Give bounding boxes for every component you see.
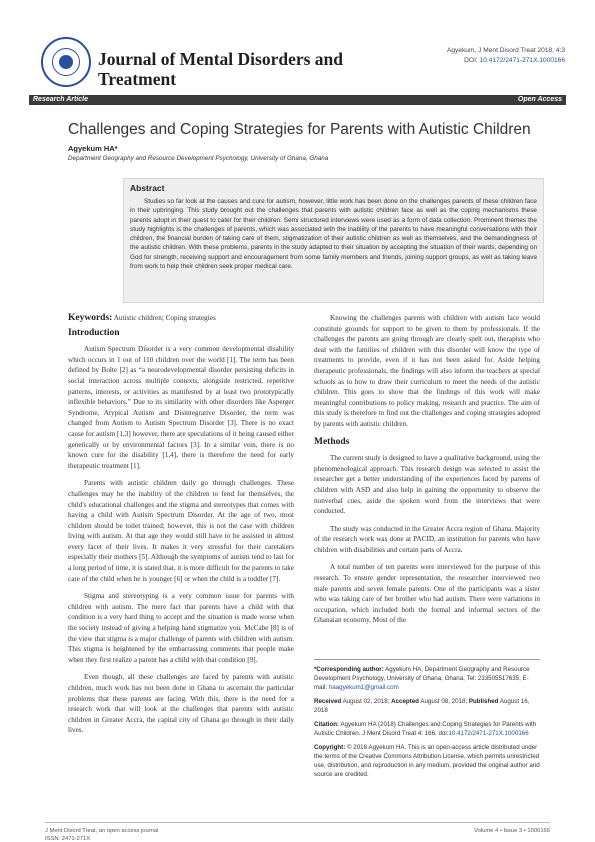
intro-paragraph-continued: Knowing the challenges parents with children with autism face would constitute grounds for support to be given to them by professionals. If the challenges the parents are going through are clearly spelt out, therapists who deal with the families of children with this disorder will know the type of treatments to provide, even if it has not been asked for. Aside helping therapeutic professionals, the findings will also inform the teachers at special schools as to how to draw their curriculum to meet the needs of the autistic children. This goes to show that the findings of this work will make meaningful contributions to policy making, research and practice. The aim of this study is therefore to find out the challenges and coping strategies adopted by parents with autistic children. (314, 314, 540, 428)
intro-paragraph: Parents with autistic children daily go through challenges. These challenges may be the inability of the children to fend for themselves, the child's educational challenges and the stigma and stereotypes that comes with having a child with Autism Spectrum Disorder. At the age of two, most children should be toilet trained; however, this is not the case with children living with autism. At that age they would still have to be assisted in almost every facet of their lives. It makes it very stressful for their caretakers especially their mothers [5]. Although the symptoms of autism tend to last for a long period of time, it is stated that, it is more difficult for the parents to take care of the child when he is younger [6] or when the child is a toddler [7]. (68, 479, 294, 583)
intro-paragraph: Autism Spectrum Disorder is a very common developmental disability which occurs in 1 out of 110 children over the world [1]. The term has been defined by Bolte [2] as “a neurodevelopmental disorder persisting deficits in social interaction across multiple contexts, alongside restricted, repetitive patterns, interests, or activities as manifested by at least two prototypically inflexible behaviors.” Due to its similarity with other disorders like Asperger Syndrome, Atypical Autism and Disintegrative Disorder, the term was changed from Autism to Autism Spectrum Disorder [3]. There is no exact cause for autism [1,3] however, there are speculations of it being caused either genetically or by environmental factors [3]. In a similar vein, there is no known cure for the disability [1,4], there is therefore the need for early therapeutic treatment [1]. (68, 345, 294, 470)
doi-line (447, 56, 565, 66)
author-names: Agyekum HA* (68, 144, 118, 153)
paper-title: Challenges and Coping Strategies for Parents with Autistic Children (68, 121, 531, 138)
published-date: August 16, 2018 (314, 698, 530, 714)
citation-line: Agyekum, J Ment Disord Treat 2018, 4:3 (446, 47, 565, 54)
copyright-text: © 2018 Agyekum HA. This is an open-access article distributed under the terms of the Creative Commons Attribution License, which permits unrestricted use, distribution, and reproduction in any medium, provided the original author and source are credited. (314, 744, 540, 778)
page-footer (45, 822, 550, 842)
citation-doi-link[interactable]: 10.4172/2471-271X.1000166 (448, 730, 529, 737)
keywords-label: Keywords: (68, 313, 113, 323)
corresponding-text: Agyekum HA, Department Geography and Resource Development Psychology, University of Ghana, Ghana, Tel: 233505517635; E-mail: (314, 666, 530, 691)
journal-name: Journal of Mental Disorders and Treatment (98, 49, 343, 89)
abstract-heading: Abstract (130, 183, 165, 193)
footer-issn: ISSN: 2471-271X (45, 836, 91, 842)
methods-paragraph: A total number of ten parents were interviewed for the purpose of this research. To ensure gender representation, the researcher interviewed two male parents and seven female parents. One of the participants was a sister who was taking care of her brother who had autism. There were variations in occupation, which included both the formal and informal sectors of the Ghanaian economy. Most of the (314, 563, 540, 625)
footer-journal: J Ment Disord Treat, an open access journal (45, 828, 159, 834)
intro-paragraph: Even though, all these challenges are faced by parents with autistic children, much work has not been done in Ghana to ascertain the particular problems that these parents are facing. With this, there is the need for a research work that will look at the challenges that parents with autistic children in Greater Accra, the capital city of Ghana go through in their daily lives. (68, 673, 294, 735)
journal-logo (41, 37, 91, 87)
corresponding-label: *Corresponding author: (314, 666, 384, 673)
footer-left (45, 827, 158, 842)
citation-text: Agyekum HA (2018) Challenges and Coping Strategies for Parents with Autistic Children. J Ment Disord Treat 4: 166. doi: (314, 721, 537, 737)
left-column (68, 313, 294, 743)
received-label: Received (314, 698, 342, 705)
author-affiliation: Department Geography and Resource Development Psychology, University of Ghana, Ghana (68, 155, 329, 162)
abstract-text: Studies so far look at the causes and cure for autism, however, little work has been done on the challenges parents of these children face in their upbringing. This study brought out the challenges that parents with autistic children face as well as the coping mechanisms these parents adopt in their quest to cater for their children. Semi structured interviews were used as a form of data collection. Prominent themes the study highlights is the challenges of parents, which was associated with the inability of the parents to have meaningful conversations with their children, the financial burden of taking care of them, stigmatization of their autistic children as well as themselves, and the demandingness of the autistic children. With these problems, parents in the study adapted to their situation by accepting the situation of their wards, depending on God for strength, receiving support and encouragement from some family members and friends, joining support groups, as well as taking leave from work to help their children seek proper medical care. (130, 198, 537, 271)
accepted-date: August 08, 2018; (420, 698, 468, 705)
methods-paragraph: The study was conducted in the Greater Accra region of Ghana. Majority of the research work was done at PACID, an institution for parents who have children with disabilities and certain parts of Accra. (314, 524, 540, 554)
abstract-box (123, 178, 544, 303)
keywords-text: Autistic children; Coping strategies (113, 314, 216, 322)
article-type-bar (29, 95, 566, 105)
keywords (68, 313, 294, 324)
corresponding-author (314, 665, 540, 692)
author-email-link[interactable]: haagyekum1@gmail.com (328, 684, 399, 691)
citation-note (314, 720, 540, 738)
methods-paragraph: The current study is designed to have a qualitative background, using the phenomenological approach. This research design was selected to assist the researcher get a better understanding of the experiences faced by parents of children with ASD and also help in gaining the opportunity to observe the nonverbal cues, aside the spoken word from the interviews that were conducted. (314, 454, 540, 516)
dates-line (314, 697, 540, 715)
logo-core (59, 55, 73, 69)
author-footnote (314, 659, 540, 784)
citation-label: Citation: (314, 721, 340, 728)
copyright-label: Copyright: (314, 744, 346, 751)
copyright-note (314, 743, 540, 779)
article-type-label: Research Article (33, 96, 88, 103)
doi-link[interactable]: 10.4172/2471-271X.1000166 (479, 57, 565, 64)
accepted-label: Accepted (391, 698, 419, 705)
methods-heading: Methods (314, 436, 350, 447)
introduction-heading: Introduction (68, 327, 120, 338)
citation-header (447, 46, 565, 66)
footer-volume: Volume 4 • Issue 3 • 1000166 (474, 828, 550, 834)
published-label: Published (468, 698, 499, 705)
doi-prefix: DOI: (464, 57, 480, 64)
intro-paragraph: Stigma and stereotyping is a very common issue for parents with children with autism. The mere fact that parents have a child with that condition is a very hard thing to accept and the situation is made worse when the society instead of giving a helping hand stigmatize you. McCabe [8] is of the view that stigma is a major challenge of parents with children with autism. This stigma is heightened by the embarrassing comments that people make when they first realize a parent has a child with that condition [9]. (68, 592, 294, 664)
right-column (314, 313, 540, 633)
open-access-label: Open Access (517, 96, 562, 103)
logo-ring (52, 48, 80, 76)
received-date: August 02, 2018; (342, 698, 390, 705)
